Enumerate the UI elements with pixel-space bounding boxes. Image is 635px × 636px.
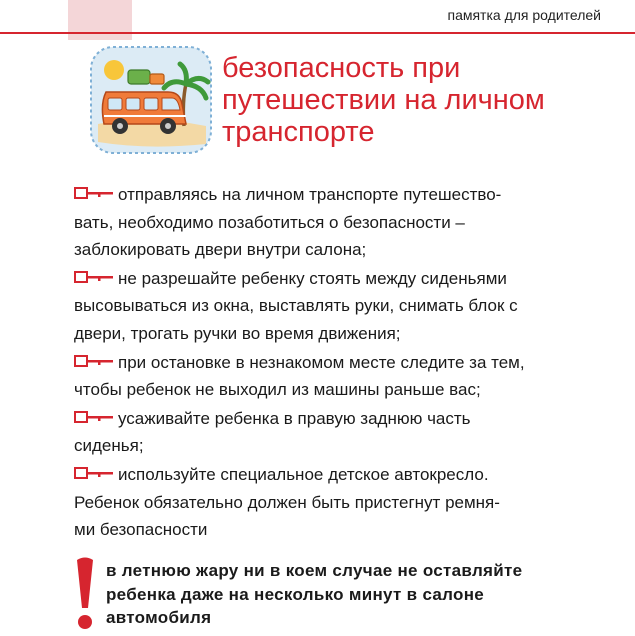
key-bullet-icon <box>74 180 114 192</box>
list-line: отправляясь на личном транспорте путешество- <box>118 185 502 204</box>
list-line: при остановке в незнакомом месте следите за тем, <box>118 352 525 372</box>
key-bullet-icon <box>74 404 114 416</box>
list-line: двери, трогать ручки во время движения; <box>74 323 401 343</box>
sun-icon <box>104 60 124 80</box>
warning-text <box>106 559 576 630</box>
list-line: Ребенок обязательно должен быть пристегнут ремня- <box>74 492 500 512</box>
list-line: сиденья; <box>74 436 144 456</box>
list-line: усаживайте ребенка в правую заднюю часть <box>118 408 471 428</box>
key-bullet-icon <box>74 264 114 276</box>
key-bullet-icon <box>74 348 114 360</box>
list-item <box>74 404 569 460</box>
exclamation-icon <box>72 556 98 632</box>
warning-block <box>72 556 572 632</box>
key-bullet-icon <box>74 460 114 472</box>
suitcase-icon <box>128 70 150 84</box>
list-item <box>74 348 569 404</box>
list-line: заблокировать двери внутри салона; <box>74 240 367 260</box>
travel-bus-illustration <box>88 44 214 156</box>
list-line: чтобы ребенок не выходил из машины раньше вас; <box>74 380 481 400</box>
title-line: транспорте <box>222 116 375 148</box>
warning-line: ребенка даже на несколько минут в салоне <box>106 584 485 604</box>
list-item <box>74 180 569 264</box>
list-line: вать, необходимо позаботиться о безопасности – <box>74 212 465 232</box>
list-item <box>74 460 569 544</box>
list-line: используйте специальное детское автокресло. <box>118 464 489 484</box>
header-rule <box>0 32 635 34</box>
page-title <box>222 52 612 148</box>
warning-line: автомобиля <box>106 608 212 627</box>
title-line: безопасность при <box>222 52 461 84</box>
list-line: ми безопасности <box>74 520 208 540</box>
header-label: памятка для родителей <box>447 7 601 23</box>
title-line: путешествии на личном <box>222 84 545 116</box>
warning-line: в летнюю жару ни в коем случае не оставляйте <box>106 561 523 580</box>
list-item <box>74 264 569 348</box>
list-line: не разрешайте ребенку стоять между сиденьями <box>118 268 507 288</box>
list-line: высовываться из окна, выставлять руки, снимать блок с <box>74 296 518 316</box>
safety-list <box>74 180 569 544</box>
header-accent-bar <box>68 0 132 40</box>
